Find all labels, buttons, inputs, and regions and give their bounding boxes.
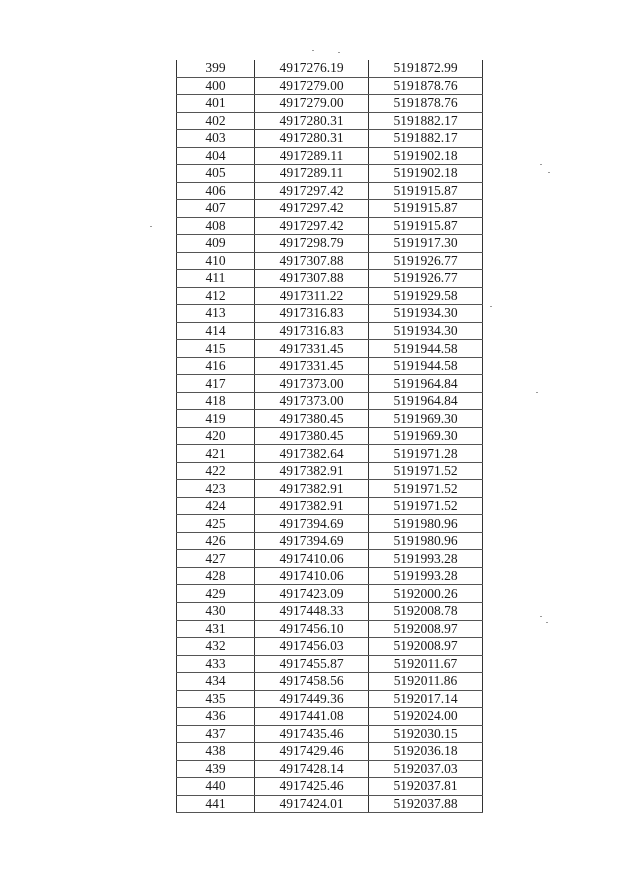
x-coordinate-cell: 4917449.36 <box>255 690 369 708</box>
scan-speck <box>546 622 548 623</box>
table-row <box>177 795 483 813</box>
table-row <box>177 287 483 305</box>
table-row <box>177 270 483 288</box>
y-coordinate-cell: 5191944.58 <box>369 340 483 358</box>
point-number-cell: 413 <box>177 305 255 323</box>
y-coordinate-cell: 5192030.15 <box>369 725 483 743</box>
point-number-cell: 415 <box>177 340 255 358</box>
point-number-cell: 425 <box>177 515 255 533</box>
y-coordinate-cell: 5191926.77 <box>369 270 483 288</box>
point-number-cell: 433 <box>177 655 255 673</box>
point-number-cell: 422 <box>177 462 255 480</box>
scan-speck <box>312 50 314 51</box>
y-coordinate-cell: 5192037.81 <box>369 778 483 796</box>
x-coordinate-cell: 4917441.08 <box>255 708 369 726</box>
table-row <box>177 585 483 603</box>
y-coordinate-cell: 5192008.78 <box>369 602 483 620</box>
x-coordinate-cell: 4917410.06 <box>255 567 369 585</box>
coordinates-table-body <box>177 60 483 813</box>
y-coordinate-cell: 5191878.76 <box>369 77 483 95</box>
point-number-cell: 427 <box>177 550 255 568</box>
x-coordinate-cell: 4917331.45 <box>255 357 369 375</box>
y-coordinate-cell: 5191993.28 <box>369 550 483 568</box>
point-number-cell: 426 <box>177 532 255 550</box>
x-coordinate-cell: 4917428.14 <box>255 760 369 778</box>
table-row <box>177 567 483 585</box>
point-number-cell: 416 <box>177 357 255 375</box>
x-coordinate-cell: 4917382.91 <box>255 480 369 498</box>
table-row <box>177 602 483 620</box>
y-coordinate-cell: 5191902.18 <box>369 165 483 183</box>
y-coordinate-cell: 5192036.18 <box>369 743 483 761</box>
scan-speck <box>548 172 550 173</box>
scan-speck <box>540 616 542 617</box>
y-coordinate-cell: 5192024.00 <box>369 708 483 726</box>
x-coordinate-cell: 4917331.45 <box>255 340 369 358</box>
table-row <box>177 340 483 358</box>
point-number-cell: 401 <box>177 95 255 113</box>
y-coordinate-cell: 5191915.87 <box>369 200 483 218</box>
y-coordinate-cell: 5192000.26 <box>369 585 483 603</box>
point-number-cell: 421 <box>177 445 255 463</box>
x-coordinate-cell: 4917448.33 <box>255 602 369 620</box>
table-row <box>177 638 483 656</box>
y-coordinate-cell: 5192008.97 <box>369 620 483 638</box>
x-coordinate-cell: 4917373.00 <box>255 392 369 410</box>
point-number-cell: 402 <box>177 112 255 130</box>
y-coordinate-cell: 5191964.84 <box>369 392 483 410</box>
x-coordinate-cell: 4917279.00 <box>255 95 369 113</box>
scan-speck <box>150 226 152 227</box>
point-number-cell: 417 <box>177 375 255 393</box>
x-coordinate-cell: 4917280.31 <box>255 130 369 148</box>
table-row <box>177 147 483 165</box>
y-coordinate-cell: 5191934.30 <box>369 305 483 323</box>
x-coordinate-cell: 4917279.00 <box>255 77 369 95</box>
x-coordinate-cell: 4917289.11 <box>255 147 369 165</box>
table-row <box>177 427 483 445</box>
point-number-cell: 418 <box>177 392 255 410</box>
y-coordinate-cell: 5191882.17 <box>369 112 483 130</box>
table-row <box>177 165 483 183</box>
y-coordinate-cell: 5191969.30 <box>369 427 483 445</box>
y-coordinate-cell: 5191944.58 <box>369 357 483 375</box>
x-coordinate-cell: 4917298.79 <box>255 235 369 253</box>
y-coordinate-cell: 5191980.96 <box>369 515 483 533</box>
table-row <box>177 462 483 480</box>
x-coordinate-cell: 4917435.46 <box>255 725 369 743</box>
x-coordinate-cell: 4917456.10 <box>255 620 369 638</box>
x-coordinate-cell: 4917297.42 <box>255 217 369 235</box>
x-coordinate-cell: 4917297.42 <box>255 182 369 200</box>
point-number-cell: 412 <box>177 287 255 305</box>
y-coordinate-cell: 5192017.14 <box>369 690 483 708</box>
point-number-cell: 437 <box>177 725 255 743</box>
x-coordinate-cell: 4917276.19 <box>255 60 369 77</box>
y-coordinate-cell: 5191872.99 <box>369 60 483 77</box>
table-row <box>177 77 483 95</box>
point-number-cell: 408 <box>177 217 255 235</box>
coordinates-table <box>176 60 483 813</box>
point-number-cell: 429 <box>177 585 255 603</box>
point-number-cell: 407 <box>177 200 255 218</box>
x-coordinate-cell: 4917456.03 <box>255 638 369 656</box>
y-coordinate-cell: 5191917.30 <box>369 235 483 253</box>
x-coordinate-cell: 4917289.11 <box>255 165 369 183</box>
y-coordinate-cell: 5191915.87 <box>369 217 483 235</box>
x-coordinate-cell: 4917455.87 <box>255 655 369 673</box>
point-number-cell: 434 <box>177 673 255 691</box>
x-coordinate-cell: 4917297.42 <box>255 200 369 218</box>
point-number-cell: 440 <box>177 778 255 796</box>
table-row <box>177 322 483 340</box>
table-row <box>177 392 483 410</box>
point-number-cell: 431 <box>177 620 255 638</box>
x-coordinate-cell: 4917373.00 <box>255 375 369 393</box>
point-number-cell: 409 <box>177 235 255 253</box>
point-number-cell: 439 <box>177 760 255 778</box>
x-coordinate-cell: 4917410.06 <box>255 550 369 568</box>
y-coordinate-cell: 5191971.52 <box>369 480 483 498</box>
point-number-cell: 404 <box>177 147 255 165</box>
point-number-cell: 410 <box>177 252 255 270</box>
x-coordinate-cell: 4917311.22 <box>255 287 369 305</box>
table-row <box>177 130 483 148</box>
point-number-cell: 435 <box>177 690 255 708</box>
table-row <box>177 305 483 323</box>
x-coordinate-cell: 4917382.91 <box>255 462 369 480</box>
x-coordinate-cell: 4917394.69 <box>255 515 369 533</box>
scan-speck <box>536 392 538 393</box>
y-coordinate-cell: 5191915.87 <box>369 182 483 200</box>
y-coordinate-cell: 5192008.97 <box>369 638 483 656</box>
x-coordinate-cell: 4917458.56 <box>255 673 369 691</box>
x-coordinate-cell: 4917380.45 <box>255 427 369 445</box>
y-coordinate-cell: 5191926.77 <box>369 252 483 270</box>
point-number-cell: 400 <box>177 77 255 95</box>
table-row <box>177 375 483 393</box>
y-coordinate-cell: 5192037.03 <box>369 760 483 778</box>
table-row <box>177 550 483 568</box>
y-coordinate-cell: 5191971.52 <box>369 462 483 480</box>
point-number-cell: 424 <box>177 497 255 515</box>
table-row <box>177 200 483 218</box>
point-number-cell: 399 <box>177 60 255 77</box>
x-coordinate-cell: 4917382.64 <box>255 445 369 463</box>
scan-speck <box>338 52 340 53</box>
point-number-cell: 430 <box>177 602 255 620</box>
x-coordinate-cell: 4917424.01 <box>255 795 369 813</box>
x-coordinate-cell: 4917382.91 <box>255 497 369 515</box>
y-coordinate-cell: 5191993.28 <box>369 567 483 585</box>
x-coordinate-cell: 4917307.88 <box>255 270 369 288</box>
point-number-cell: 436 <box>177 708 255 726</box>
y-coordinate-cell: 5192011.67 <box>369 655 483 673</box>
x-coordinate-cell: 4917307.88 <box>255 252 369 270</box>
x-coordinate-cell: 4917380.45 <box>255 410 369 428</box>
x-coordinate-cell: 4917423.09 <box>255 585 369 603</box>
point-number-cell: 441 <box>177 795 255 813</box>
point-number-cell: 423 <box>177 480 255 498</box>
table-row <box>177 445 483 463</box>
y-coordinate-cell: 5191902.18 <box>369 147 483 165</box>
table-row <box>177 690 483 708</box>
table-row <box>177 708 483 726</box>
table-row <box>177 725 483 743</box>
scan-speck <box>490 306 492 307</box>
x-coordinate-cell: 4917394.69 <box>255 532 369 550</box>
point-number-cell: 405 <box>177 165 255 183</box>
table-row <box>177 410 483 428</box>
y-coordinate-cell: 5191964.84 <box>369 375 483 393</box>
y-coordinate-cell: 5191971.52 <box>369 497 483 515</box>
x-coordinate-cell: 4917280.31 <box>255 112 369 130</box>
table-row <box>177 655 483 673</box>
point-number-cell: 403 <box>177 130 255 148</box>
table-row <box>177 743 483 761</box>
point-number-cell: 414 <box>177 322 255 340</box>
y-coordinate-cell: 5192037.88 <box>369 795 483 813</box>
point-number-cell: 428 <box>177 567 255 585</box>
x-coordinate-cell: 4917429.46 <box>255 743 369 761</box>
x-coordinate-cell: 4917425.46 <box>255 778 369 796</box>
table-row <box>177 252 483 270</box>
table-row <box>177 235 483 253</box>
x-coordinate-cell: 4917316.83 <box>255 305 369 323</box>
point-number-cell: 432 <box>177 638 255 656</box>
table-row <box>177 60 483 77</box>
point-number-cell: 406 <box>177 182 255 200</box>
table-row <box>177 112 483 130</box>
table-row <box>177 760 483 778</box>
point-number-cell: 420 <box>177 427 255 445</box>
y-coordinate-cell: 5191878.76 <box>369 95 483 113</box>
table-row <box>177 95 483 113</box>
point-number-cell: 411 <box>177 270 255 288</box>
table-row <box>177 532 483 550</box>
y-coordinate-cell: 5191980.96 <box>369 532 483 550</box>
point-number-cell: 419 <box>177 410 255 428</box>
table-row <box>177 778 483 796</box>
table-row <box>177 497 483 515</box>
y-coordinate-cell: 5191934.30 <box>369 322 483 340</box>
table-row <box>177 620 483 638</box>
table-row <box>177 182 483 200</box>
y-coordinate-cell: 5191882.17 <box>369 130 483 148</box>
scan-speck <box>540 164 542 165</box>
y-coordinate-cell: 5191971.28 <box>369 445 483 463</box>
table-row <box>177 673 483 691</box>
y-coordinate-cell: 5192011.86 <box>369 673 483 691</box>
x-coordinate-cell: 4917316.83 <box>255 322 369 340</box>
table-row <box>177 217 483 235</box>
table-row <box>177 480 483 498</box>
point-number-cell: 438 <box>177 743 255 761</box>
table-row <box>177 515 483 533</box>
table-row <box>177 357 483 375</box>
y-coordinate-cell: 5191969.30 <box>369 410 483 428</box>
y-coordinate-cell: 5191929.58 <box>369 287 483 305</box>
